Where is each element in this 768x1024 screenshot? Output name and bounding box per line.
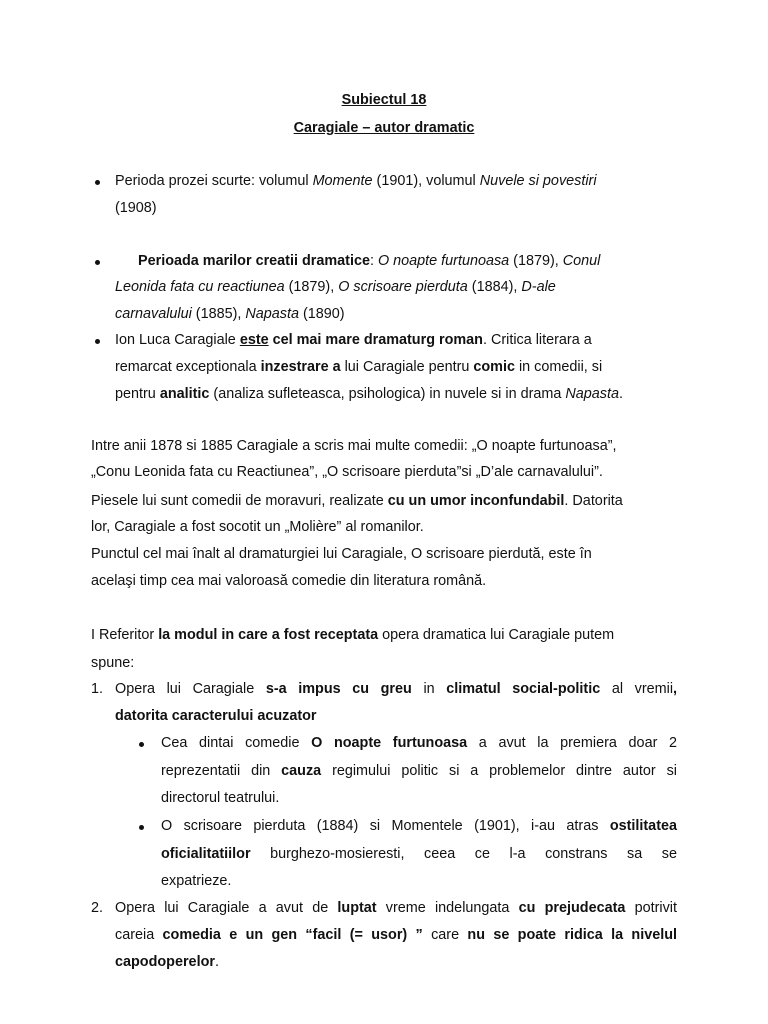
item-1-line-2: datorita caracterului acuzator	[115, 708, 317, 724]
sub-2-line-2: oficialitatiilor burghezo-mosieresti, ceea ce l-a constrans sa se	[161, 846, 678, 862]
page-title: Subiectul 18	[341, 92, 427, 108]
sub-2-line-1: O scrisoare pierduta (1884) si Momentele (1901), i-au atras ostilitatea	[161, 818, 677, 834]
page-subtitle: Caragiale – autor dramatic	[293, 120, 475, 136]
bullet-2-line-3: carnavalului (1885), Napasta (1890)	[115, 306, 345, 322]
bullet-marker	[139, 742, 144, 747]
bullet-marker	[139, 825, 144, 830]
paragraph-1-line-2: „Conu Leonida fata cu Reactiunea”, „O scrisoare pierduta”si „D’ale carnavalului”.	[91, 464, 603, 480]
sub-1-line-3: directorul teatrului.	[161, 790, 280, 806]
bullet-2-line-1: Perioada marilor creatii dramatice: O noapte furtunoasa (1879), Conul	[138, 253, 601, 269]
bullet-2-line-2: Leonida fata cu reactiunea (1879), O scrisoare pierduta (1884), D-ale	[115, 279, 556, 295]
sub-1-line-2: reprezentatii din cauza regimului politic si a problemelor dintre autor si	[161, 763, 677, 779]
bullet-marker	[95, 339, 100, 344]
bullet-1-line-2: (1908)	[115, 200, 157, 216]
bullet-marker	[95, 260, 100, 265]
list-number: 1.	[91, 681, 104, 697]
bullet-1-line-1: Perioda prozei scurte: volumul Momente (1901), volumul Nuvele si povestiri	[115, 173, 597, 189]
item-2-line-2: careia comedia e un gen “facil (= usor) ” care nu se poate ridica la nivelul	[115, 927, 678, 943]
sub-1-line-1: Cea dintai comedie O noapte furtunoasa a avut la premiera doar 2	[161, 735, 678, 751]
paragraph-1-line-5: Punctul cel mai înalt al dramaturgiei lui Caragiale, O scrisoare pierdută, este în	[91, 546, 592, 562]
bullet-3-line-3: pentru analitic (analiza sufleteasca, psihologica) in nuvele si in drama Napasta.	[115, 386, 623, 402]
bullet-marker	[95, 180, 100, 185]
paragraph-2-line-1: I Referitor la modul in care a fost receptata opera dramatica lui Caragiale putem	[91, 627, 615, 643]
item-2-line-3: capodoperelor.	[115, 954, 219, 970]
sub-2-line-3: expatrieze.	[161, 873, 232, 889]
bullet-3-line-1: Ion Luca Caragiale este cel mai mare dramaturg roman. Critica literara a	[115, 332, 592, 348]
paragraph-1-line-6: acelaşi timp cea mai valoroasă comedie din literatura română.	[91, 573, 487, 589]
paragraph-1-line-3: Piesele lui sunt comedii de moravuri, realizate cu un umor inconfundabil. Datorita	[91, 493, 623, 509]
bullet-3-line-2: remarcat exceptionala inzestrare a lui Caragiale pentru comic in comedii, si	[115, 359, 603, 375]
paragraph-1-line-4: lor, Caragiale a fost socotit un „Molière” al romanilor.	[91, 519, 424, 535]
paragraph-2-line-2: spune:	[91, 655, 135, 671]
item-2-line-1: Opera lui Caragiale a avut de luptat vreme indelungata cu prejudecata potrivit	[115, 900, 677, 916]
item-1-line-1: Opera lui Caragiale s-a impus cu greu in climatul social-politic al vremii,	[115, 681, 678, 697]
list-number: 2.	[91, 900, 104, 916]
paragraph-1-line-1: Intre anii 1878 si 1885 Caragiale a scris mai multe comedii: „O noapte furtunoasa”,	[91, 438, 617, 454]
